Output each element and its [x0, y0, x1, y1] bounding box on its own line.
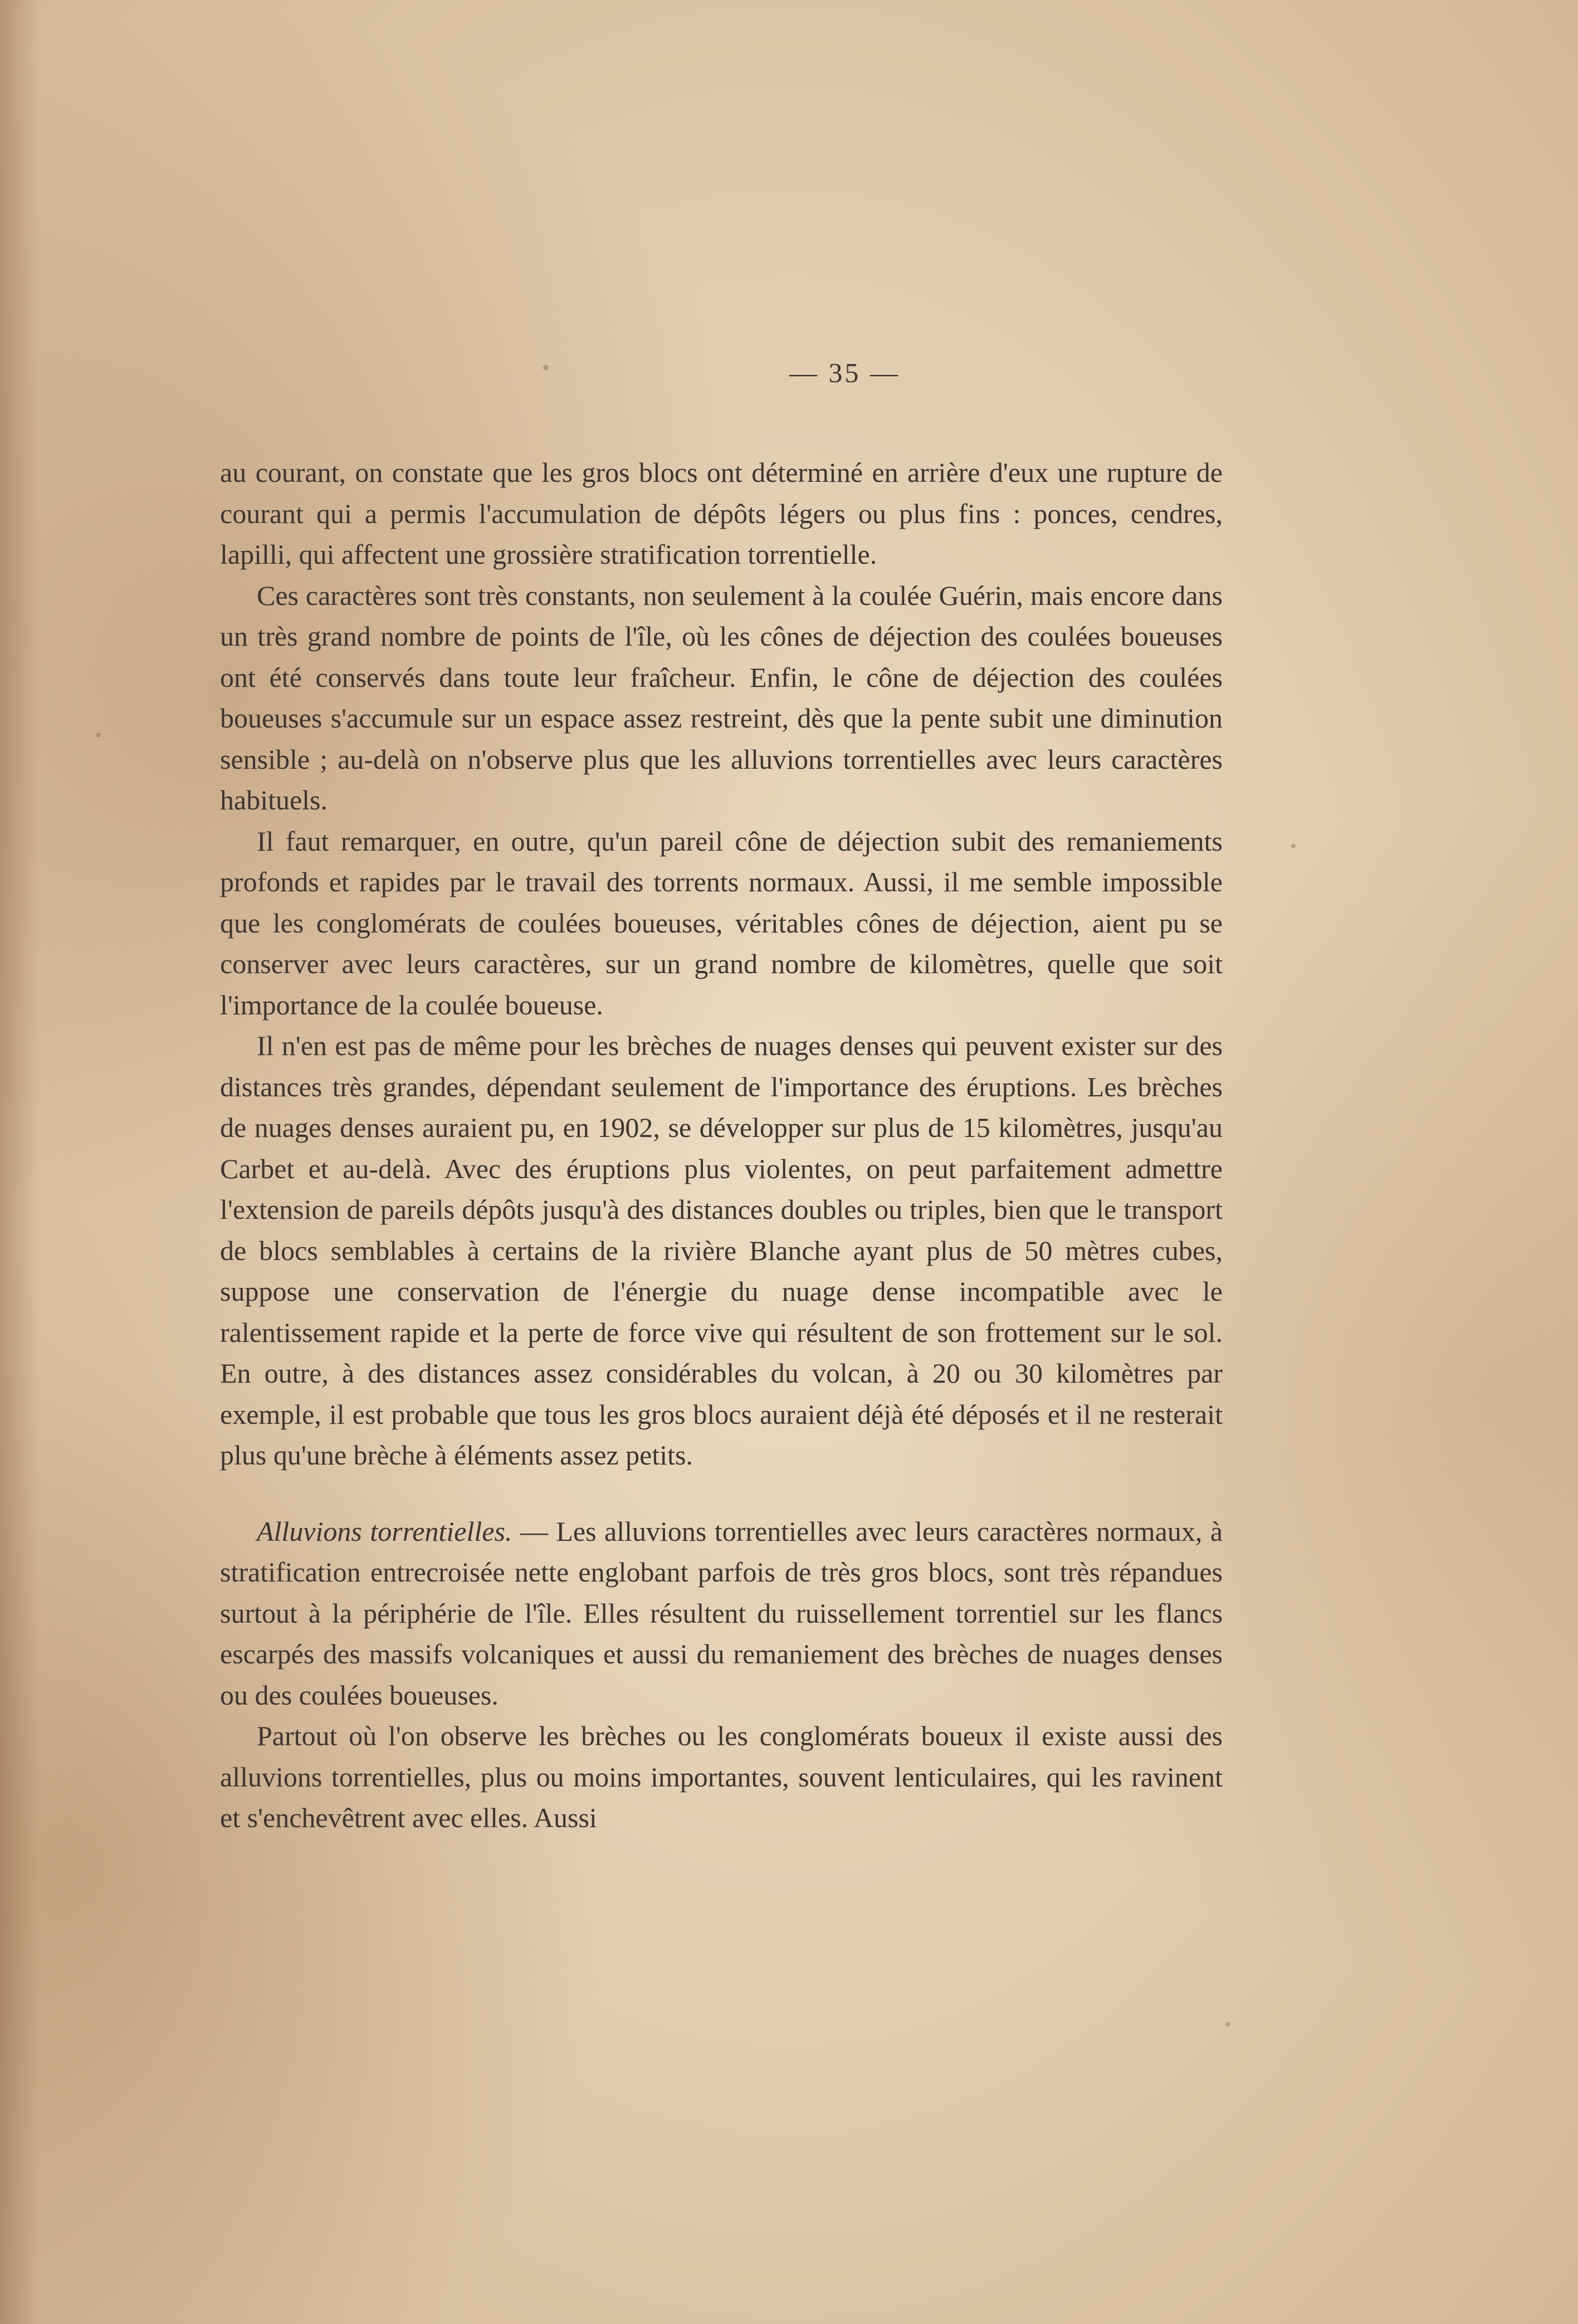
section-alluvions: [220, 1511, 1223, 1716]
paragraph-breches: Il n'en est pas de même pour les brèches de nuages denses qui peuvent exister sur des distances très grandes, dépendant seulement de l'importance des éruptions. Les brèches de nuages denses auraient pu, en 1902, se développer sur plus de 15 kilomètres, jusqu'au Carbet et au-delà. Avec des éruptions plus violentes, on peut parfaitement admettre l'extension de pareils dépôts jusqu'à des distances doubles ou triples, bien que le transport de blocs semblables à certains de la rivière Blanche ayant plus de 50 mètres cubes, suppose une conservation de l'énergie du nuage dense incompatible avec le ralentissement rapide et la perte de force vive qui résultent de son frottement sur le sol. En outre, à des distances assez considérables du volcan, à 20 ou 30 kilomètres par exemple, il est probable que tous les gros blocs auraient déjà été déposés et il ne resterait plus qu'une brèche à éléments assez petits.: [220, 1030, 1223, 1471]
ink-speck: [96, 733, 101, 738]
section-text: Les alluvions torrentielles avec leurs caractères normaux, à stratification entrecroisée nette englobant parfois de très gros blocs, sont très répandues surtout à la périphérie de l'île. Elles résultent du ruissellement torrentiel sur les flancs escarpés des massifs volcaniques et aussi du remaniement des brèches de nuages denses ou des coulées boueuses.: [220, 1515, 1223, 1711]
ink-speck: [1225, 2022, 1230, 2027]
section-separator: —: [512, 1515, 556, 1547]
page-number: — 35 —: [789, 357, 900, 388]
paragraph-caracteres: Ces caractères sont très constants, non seulement à la coulée Guérin, mais encore dans un très grand nombre de points de l'île, où les cônes de déjection des coulées boueuses ont été conservés dans toute leur fraîcheur. Enfin, le cône de déjection des coulées boueuses s'accumule sur un espace assez restreint, dès que la pente subit une diminution sensible ; au-delà on n'observe plus que les alluvions torrentielles avec leurs caractères habituels.: [220, 579, 1223, 816]
paragraph-remaniements: Il faut remarquer, en outre, qu'un pareil cône de déjection subit des remaniements profonds et rapides par le travail des torrents normaux. Aussi, il me semble impossible que les conglomérats de coulées boueuses, véritables cônes de déjection, aient pu se conserver avec leurs caractères, sur un grand nombre de kilomètres, quelle que soit l'importance de la coulée boueuse.: [220, 825, 1223, 1021]
page-edge-shadow: [0, 0, 39, 2324]
paragraph-continuation: au courant, on constate que les gros blocs ont déterminé en arrière d'eux une rupture de courant qui a permis l'accumulation de dépôts légers ou plus fins : ponces, cendres, lapilli, qui affectent une grossière stratification torrentielle.: [220, 457, 1223, 570]
section-title: Alluvions torrentielles.: [257, 1515, 512, 1547]
paragraph-partout: Partout où l'on observe les brèches ou les conglomérats boueux il existe aussi des alluvions torrentielles, plus ou moins importantes, souvent lenticulaires, qui les ravinent et s'enchevêtrent avec elles. Aussi: [220, 1720, 1223, 1833]
ink-speck: [1291, 844, 1296, 848]
body-text: [220, 452, 1223, 1839]
